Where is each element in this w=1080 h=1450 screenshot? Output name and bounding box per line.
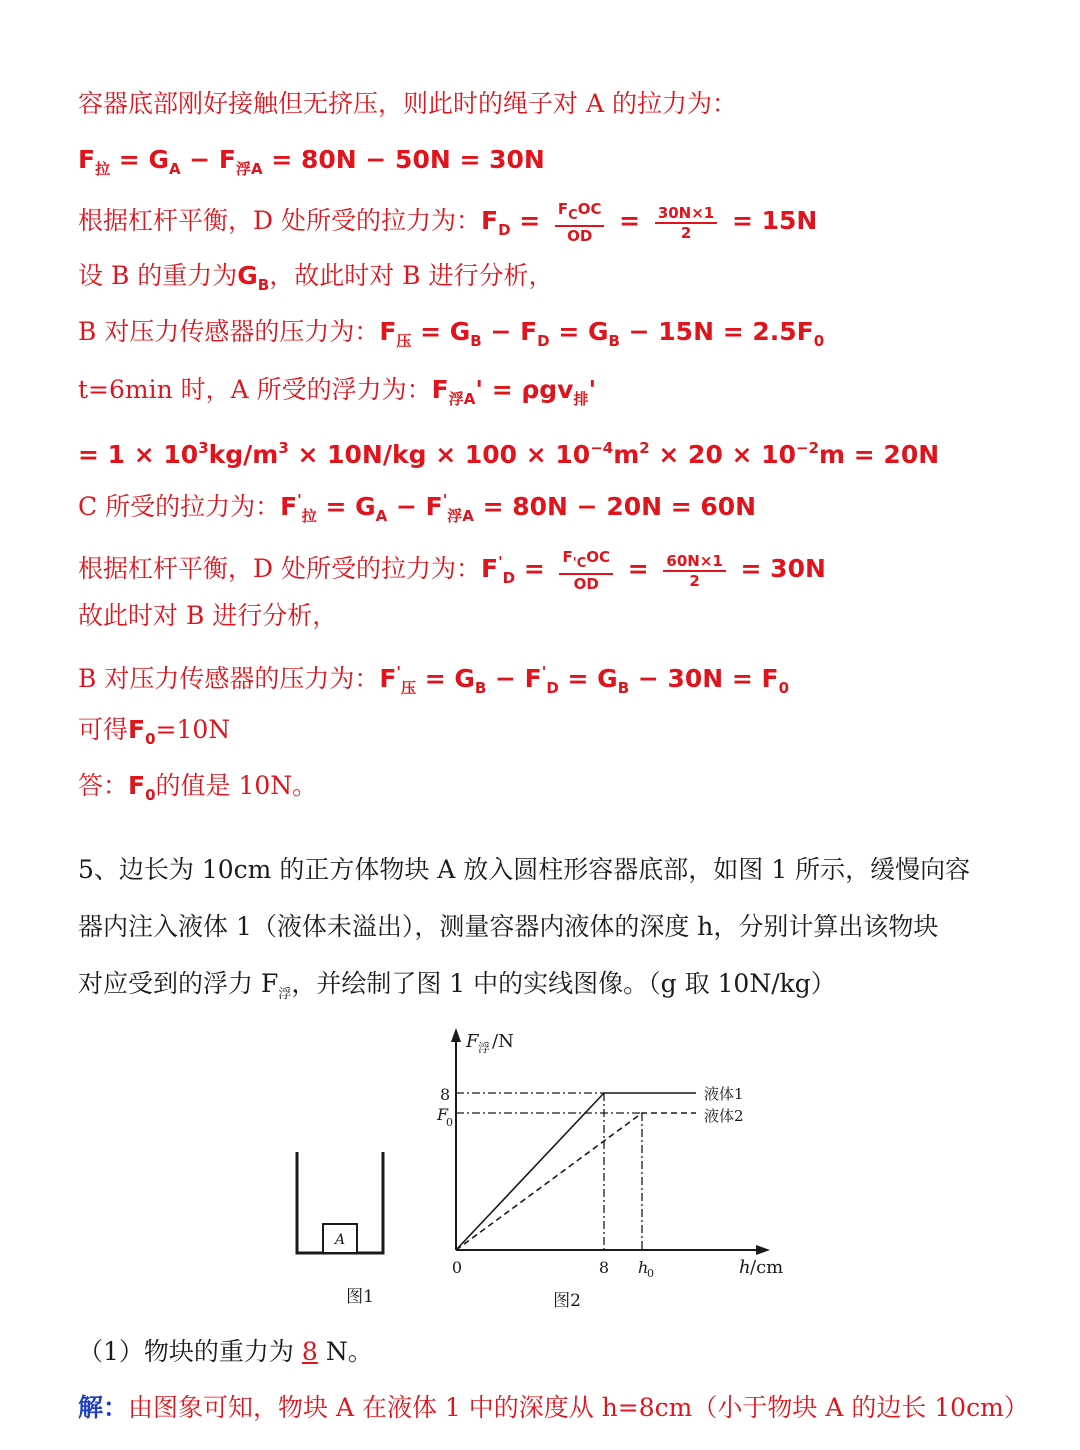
symbol: F — [78, 145, 96, 174]
text: = 15N — [723, 206, 818, 235]
text: 可得 — [78, 715, 129, 744]
origin-label: 0 — [451, 1258, 463, 1277]
subscript: 0 — [813, 332, 825, 350]
subscript: D — [546, 679, 559, 697]
symbol: F — [481, 206, 499, 235]
legend-liquid-1: 液体1 — [704, 1085, 744, 1103]
text: m — [613, 440, 640, 469]
subscript: D — [498, 221, 511, 239]
text: 容器底部刚好接触但无挤压，则此时的绳子对 A 的拉力为： — [78, 89, 737, 118]
y-tick-8: 8 — [440, 1085, 451, 1104]
question-1 — [78, 1334, 373, 1370]
exponent: 3 — [278, 439, 289, 457]
subscript: 浮A — [236, 160, 263, 178]
subscript: 浮 — [278, 987, 292, 1002]
x-tick-h0: h — [638, 1258, 649, 1277]
text: （1）物块的重力为 — [78, 1337, 294, 1366]
denominator: 2 — [680, 223, 692, 242]
denominator: 2 — [689, 571, 700, 590]
text: ' = ρgv — [475, 375, 574, 404]
denominator: OD — [573, 575, 599, 593]
subscript: 拉 — [95, 160, 111, 178]
subscript: 拉 — [301, 507, 317, 525]
subscript: C — [576, 556, 587, 571]
subscript: 0 — [145, 786, 156, 804]
symbol: F — [379, 664, 397, 693]
text: = — [610, 206, 649, 235]
text: 根据杠杆平衡，D 处所受的拉力为： — [78, 554, 481, 583]
exponent: −4 — [590, 439, 614, 457]
solution-tail — [78, 1390, 1029, 1426]
prime: ' — [572, 556, 577, 571]
subscript: 压 — [396, 332, 412, 350]
numerator: 30N×1 — [655, 204, 717, 224]
symbol: F — [280, 492, 298, 521]
symbol: F — [562, 548, 573, 566]
numerator: 60N×1 — [663, 552, 725, 572]
block-a-label: A — [334, 1232, 346, 1248]
text: OC — [586, 548, 611, 566]
text: N。 — [325, 1337, 373, 1366]
subscript: A — [168, 160, 181, 178]
exponent: 3 — [198, 439, 209, 457]
symbol: F — [379, 317, 397, 346]
figure-2-caption: 图2 — [553, 1291, 581, 1311]
subscript: 0 — [778, 679, 790, 697]
text: kg/m — [208, 440, 279, 469]
symbol: F — [128, 715, 146, 744]
legend-liquid-2: 液体2 — [704, 1107, 744, 1125]
text: B 对压力传感器的压力为： — [78, 317, 380, 346]
subscript: B — [257, 276, 270, 294]
text: = G — [110, 145, 169, 174]
text: 器内注入液体 1（液体未溢出），测量容器内液体的深度 h，分别计算出该物块 — [78, 912, 939, 941]
text: − 30N = F — [629, 664, 779, 693]
text: 答： — [78, 771, 129, 800]
text: = — [619, 554, 658, 583]
y-axis-label-subscript: 浮 — [478, 1041, 491, 1055]
text: = 30N — [731, 554, 826, 583]
subscript: 压 — [401, 679, 417, 697]
prime: ' — [541, 663, 547, 681]
text: = G — [549, 317, 609, 346]
figure-1-container — [297, 1152, 383, 1307]
subscript: 0 — [145, 730, 156, 748]
text: = — [515, 554, 554, 583]
text: 故此时对 B 进行分析， — [78, 601, 338, 630]
text: OC — [577, 200, 602, 218]
prime: ' — [442, 491, 448, 509]
text: 由图象可知，物块 A 在液体 1 中的深度从 h=8cm（小于物块 A 的边长 10cm） — [128, 1393, 1029, 1422]
subscript: 浮A — [448, 390, 476, 408]
text: t=6min 时，A 所受的浮力为： — [78, 375, 432, 404]
text: 设 B 的重力为 — [78, 261, 238, 290]
x-axis-label-symbol: h — [739, 1257, 751, 1278]
x-axis-arrow-icon — [756, 1245, 770, 1255]
text: = G — [416, 664, 475, 693]
text: 的值是 10N。 — [155, 771, 318, 800]
text: 对应受到的浮力 F — [78, 969, 279, 998]
symbol: G — [237, 261, 258, 290]
y-axis-label-symbol: F — [466, 1031, 479, 1052]
text: − 15N = 2.5F — [619, 317, 814, 346]
figure-2-graph — [436, 1028, 783, 1311]
text: = G — [558, 664, 618, 693]
x-tick-8: 8 — [598, 1258, 610, 1277]
text: 5、边长为 10cm 的正方体物块 A 放入圆柱形容器底部，如图 1 所示，缓慢向容 — [78, 855, 971, 884]
y-tick-F0: F — [437, 1105, 449, 1124]
text: = — [510, 206, 549, 235]
subscript: A — [375, 507, 388, 525]
prime: ' — [498, 553, 503, 571]
exponent: 2 — [639, 439, 650, 457]
series-liquid-2 — [456, 1113, 696, 1250]
text: 根据杠杆平衡，D 处所受的拉力为： — [78, 206, 481, 235]
text: ，并绘制了图 1 中的实线图像。（g 取 10N/kg） — [291, 969, 836, 998]
subscript: C — [568, 208, 578, 223]
text: = 1 × 10 — [78, 440, 199, 469]
text: C 所受的拉力为： — [78, 492, 281, 521]
exponent: −2 — [796, 439, 820, 457]
symbol: F — [557, 200, 569, 218]
text: B 对压力传感器的压力为： — [78, 664, 380, 693]
subscript: D — [537, 332, 550, 350]
text: ' — [588, 375, 597, 404]
text: − F — [180, 145, 237, 174]
text: = 80N − 50N = 30N — [262, 145, 545, 174]
text: = G — [316, 492, 376, 521]
text: = G — [411, 317, 471, 346]
subscript: B — [470, 332, 482, 350]
denominator: OD — [567, 227, 593, 245]
text: m = 20N — [819, 440, 940, 469]
subscript: 浮A — [447, 507, 474, 525]
y-axis-arrow-icon — [451, 1028, 461, 1042]
text: ，故此时对 B 进行分析， — [269, 261, 554, 290]
figure-1-caption: 图1 — [346, 1287, 374, 1307]
prime: ' — [396, 663, 401, 681]
y-tick-F0-subscript: 0 — [446, 1116, 453, 1129]
subscript: B — [474, 679, 487, 697]
symbol: F — [431, 375, 449, 404]
answer-blank: 8 — [301, 1337, 318, 1366]
symbol: F — [481, 554, 499, 583]
text: − F — [486, 664, 542, 693]
x-axis-label-unit: /cm — [750, 1257, 784, 1278]
solution-label: 解： — [78, 1393, 129, 1422]
subscript: D — [502, 569, 516, 587]
text: × 10N/kg × 100 × 10 — [288, 440, 591, 469]
symbol: F — [128, 771, 146, 800]
text: × 20 × 10 — [649, 440, 796, 469]
subscript: 排 — [573, 390, 589, 408]
text: − F — [481, 317, 538, 346]
x-tick-h0-subscript: 0 — [647, 1267, 654, 1280]
text: = 80N − 20N = 60N — [473, 492, 757, 521]
subscript: B — [608, 332, 620, 350]
subscript: B — [617, 679, 630, 697]
y-axis-label-unit: /N — [492, 1031, 514, 1052]
text: − F — [387, 492, 443, 521]
prime: ' — [297, 491, 302, 509]
series-liquid-1 — [456, 1093, 696, 1250]
text: =10N — [155, 715, 231, 744]
